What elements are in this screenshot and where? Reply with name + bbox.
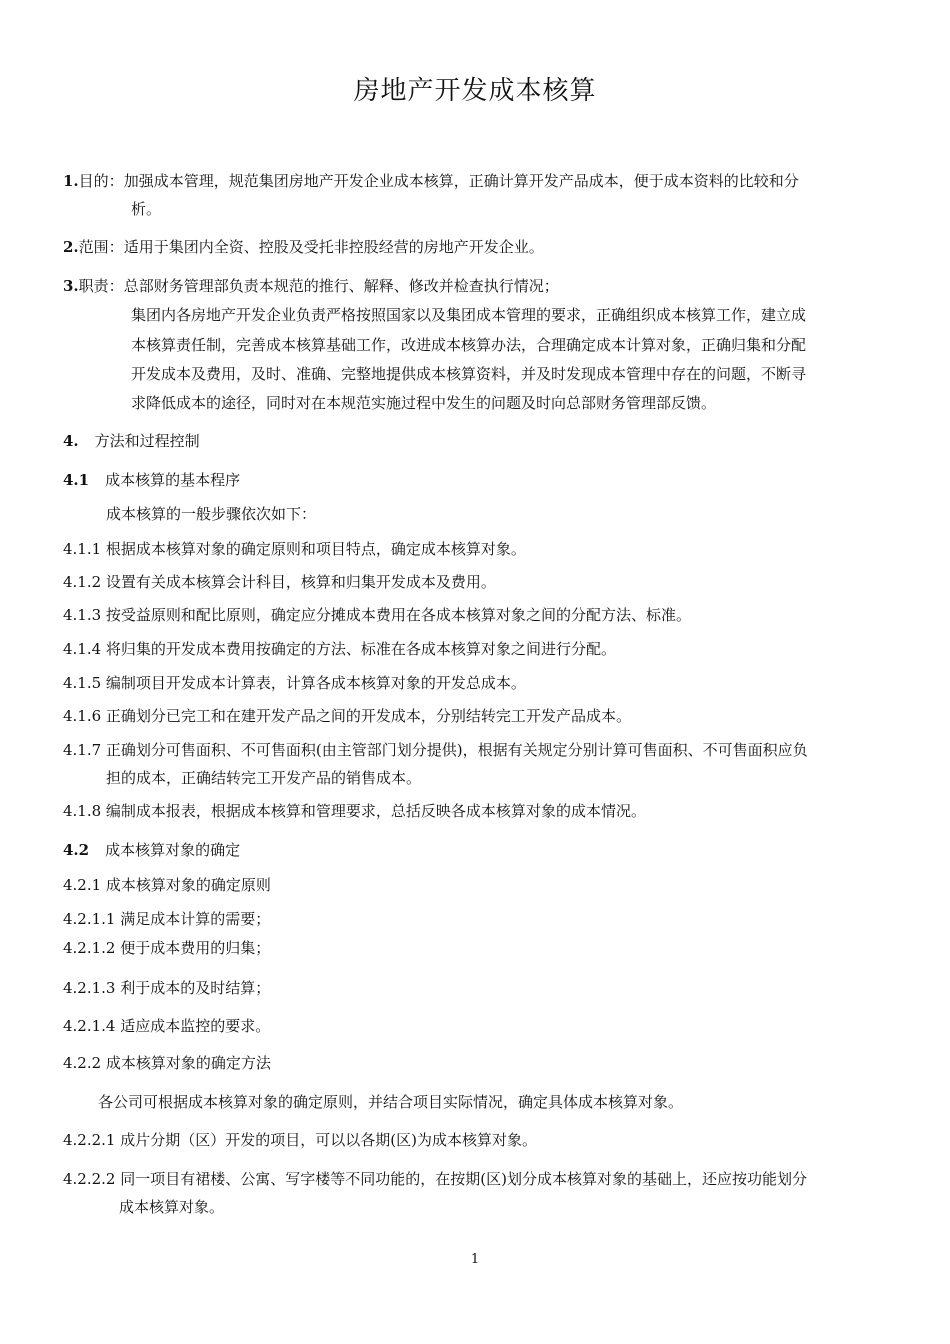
section-4 [63, 430, 200, 452]
list-item: 4.1.4 将归集的开发成本费用按确定的方法、标准在各成本核算对象之间进行分配。 [63, 640, 616, 658]
list-item: 4.1.5 编制项目开发成本计算表，计算各成本核算对象的开发总成本。 [63, 674, 526, 692]
section-1-continuation: 析。 [131, 200, 162, 218]
subsection-number: 4.2 [63, 841, 90, 859]
paragraph-line: 本核算责任制，完善成本核算基础工作，改进成本核算办法，合理确定成本计算对象，正确归集和分配 [131, 336, 807, 354]
paragraph-line: 求降低成本的途径，同时对在本规范实施过程中发生的问题及时向总部财务管理部反馈。 [131, 394, 717, 412]
section-label: 范围： [78, 238, 124, 256]
section-heading: 方法和过程控制 [94, 432, 200, 450]
section-number: 1. [63, 172, 79, 190]
list-item: 4.2.1.4 适应成本监控的要求。 [63, 1017, 271, 1035]
page-number: 1 [470, 1252, 480, 1267]
subsection-number: 4.1 [63, 471, 90, 489]
subsection-4-2 [63, 839, 240, 861]
section-number: 4. [63, 432, 79, 450]
section-label: 目的： [78, 172, 124, 190]
list-item: 4.2.2.2 同一项目有裙楼、公寓、写字楼等不同功能的，在按期(区)划分成本核算对象的基础上，还应按功能划分 [63, 1170, 807, 1188]
subsection-4-1 [63, 469, 240, 491]
list-item: 4.1.7 正确划分可售面积、不可售面积(由主管部门划分提供)，根据有关规定分别计算可售面积、不可售面积应负 [63, 741, 808, 759]
list-item: 4.1.8 编制成本报表，根据成本核算和管理要求，总括反映各成本核算对象的成本情况。 [63, 802, 646, 820]
list-item: 4.2.2.1 成片分期（区）开发的项目，可以以各期(区)为成本核算对象。 [63, 1131, 537, 1149]
subsubsection-4-2-1: 4.2.1 成本核算对象的确定原则 [63, 876, 271, 894]
intro-text: 各公司可根据成本核算对象的确定原则，并结合项目实际情况，确定具体成本核算对象。 [98, 1093, 684, 1111]
paragraph-line: 开发成本及费用，及时、准确、完整地提供成本核算资料，并及时发现成本管理中存在的问题，不断寻 [131, 365, 807, 383]
list-item: 4.1.3 按受益原则和配比原则，确定应分摊成本费用在各成本核算对象之间的分配方法、标准。 [63, 606, 691, 624]
paragraph-line: 集团内各房地产开发企业负责严格按照国家以及集团成本管理的要求，正确组织成本核算工作，建立成 [131, 306, 807, 324]
section-number: 2. [63, 238, 79, 256]
section-text: 适用于集团内全资、控股及受托非控股经营的房地产开发企业。 [123, 238, 544, 256]
list-item: 4.1.2 设置有关成本核算会计科目，核算和归集开发成本及费用。 [63, 573, 496, 591]
list-item: 4.2.1.2 便于成本费用的归集； [63, 939, 271, 957]
subsubsection-4-2-2: 4.2.2 成本核算对象的确定方法 [63, 1054, 271, 1072]
list-item: 4.1.1 根据成本核算对象的确定原则和项目特点，确定成本核算对象。 [63, 540, 526, 558]
section-1 [63, 170, 799, 192]
list-item: 4.2.1.1 满足成本计算的需要； [63, 910, 271, 928]
section-text: 总部财务管理部负责本规范的推行、解释、修改并检查执行情况； [123, 277, 559, 295]
subsection-heading: 成本核算对象的确定 [105, 841, 241, 859]
list-item: 4.2.1.3 利于成本的及时结算； [63, 979, 271, 997]
page-title: 房地产开发成本核算 [353, 76, 597, 106]
section-2 [63, 236, 544, 258]
intro-text: 成本核算的一般步骤依次如下： [106, 505, 317, 523]
section-label: 职责： [78, 277, 124, 295]
subsection-heading: 成本核算的基本程序 [105, 471, 241, 489]
section-number: 3. [63, 277, 79, 295]
list-item-continuation: 成本核算对象。 [119, 1198, 225, 1216]
list-item-continuation: 担的成本，正确结转完工开发产品的销售成本。 [106, 769, 422, 787]
section-3 [63, 275, 559, 297]
section-text: 加强成本管理，规范集团房地产开发企业成本核算，正确计算开发产品成本，便于成本资料的比较和分 [123, 172, 799, 190]
list-item: 4.1.6 正确划分已完工和在建开发产品之间的开发成本，分别结转完工开发产品成本。 [63, 707, 631, 725]
